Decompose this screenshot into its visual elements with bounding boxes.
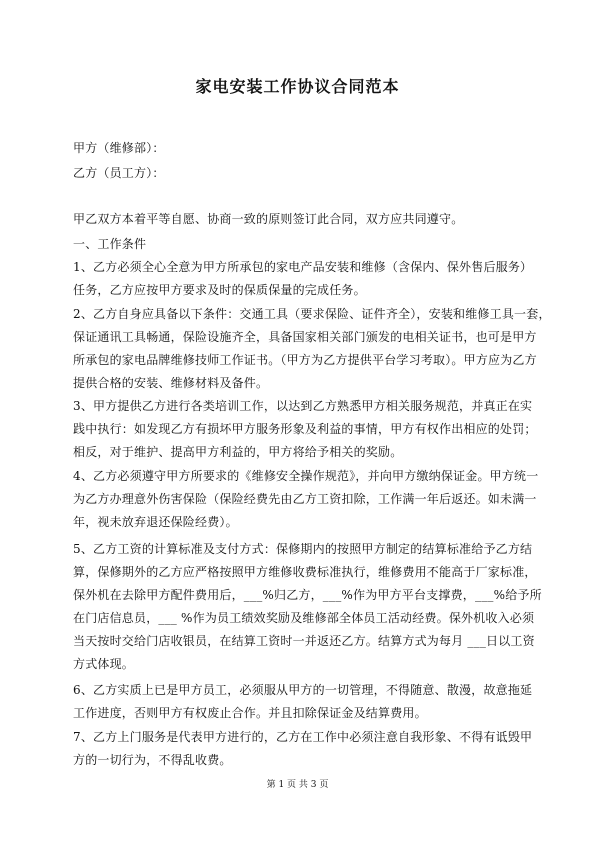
party-b-line: 乙方（员工方）： — [73, 166, 165, 180]
paragraph-line: 方式体现。 — [73, 657, 135, 671]
paragraph-line: 当天按时交给门店收银员，在结算工资时一并返还乙方。结算方式为每月 ___日以工资 — [73, 634, 535, 648]
paragraph-line: 3、甲方提供乙方进行各类培训工作，以达到乙方熟悉甲方相关服务规范，并真正在实 — [73, 399, 533, 413]
paragraph-line: 4、乙方必须遵守甲方所要求的《维修安全操作规范》，并向甲方缴纳保证金。甲方统一 — [73, 469, 539, 483]
paragraph-line: 保外机在去除甲方配件费用后，___%归乙方，___%作为甲方平台支撑费，___%给予所 — [73, 588, 542, 602]
paragraph-line: 算，保修期外的乙方应严格按照甲方维修收费标准执行，维修费用不能高于厂家标准， — [73, 565, 537, 579]
party-a-line: 甲方（维修部）： — [73, 141, 165, 155]
paragraph-line: 甲乙双方本着平等自愿、协商一致的原则签订此合同，双方应共同遵守。 — [73, 212, 464, 226]
page-footer: 第 1 页 共 3 页 — [266, 780, 329, 790]
paragraph-line: 1、乙方必须全心全意为甲方所承包的家电产品安装和维修（含保内、保外售后服务） — [73, 260, 533, 274]
paragraph-line: 在门店信息员，___ %作为员工绩效奖励及维修部全体员工活动经费。保外机收入必须 — [73, 611, 535, 625]
paragraph-line: 工作进度，否则甲方有权废止合作。并且扣除保证金及结算费用。 — [73, 706, 427, 720]
paragraph-line: 5、乙方工资的计算标准及支付方式：保修期内的按照甲方制定的结算标准给予乙方结 — [73, 542, 533, 556]
document-title: 家电安装工作协议合同范本 — [195, 77, 400, 96]
paragraph-line: 保证通讯工具畅通，保险设施齐全，具备国家相关部门颁发的电相关证书，也可是甲方 — [73, 330, 537, 344]
paragraph-line: 为乙方办理意外伤害保险（保险经费先由乙方工资扣除，工作满一年后返还。如未满一 — [73, 492, 537, 506]
paragraph-line: 6、乙方实质上已是甲方员工，必须服从甲方的一切管理，不得随意、散漫，故意拖延 — [73, 683, 533, 697]
paragraph-line: 任务，乙方应按甲方要求及时的保质保量的完成任务。 — [73, 283, 366, 297]
paragraph-line: 年，视未放弃退还保险经费）。 — [73, 515, 238, 529]
paragraph-line: 提供合格的安装、维修材料及备件。 — [73, 376, 269, 390]
paragraph-line: 7、乙方上门服务是代表甲方进行的，乙方在工作中必须注意自我形象、不得有诋毁甲 — [73, 730, 533, 744]
paragraph-line: 所承包的家电品牌维修技师工作证书。（甲方为乙方提供平台学习考取）。甲方应为乙方 — [73, 353, 537, 367]
paragraph-line: 践中执行：如发现乙方有损坏甲方服务形象及利益的事情，甲方有权作出相应的处罚； — [73, 422, 537, 436]
paragraph-line: 2、乙方自身应具备以下条件：交通工具（要求保险、证件齐全），安装和维修工具一套， — [73, 307, 551, 321]
paragraph-line: 相反，对于维护、提高甲方利益的，甲方将给予相关的奖励。 — [73, 445, 403, 459]
paragraph-line: 方的一切行为，不得乱收费。 — [73, 753, 232, 767]
section-heading: 一、工作条件 — [73, 237, 147, 251]
